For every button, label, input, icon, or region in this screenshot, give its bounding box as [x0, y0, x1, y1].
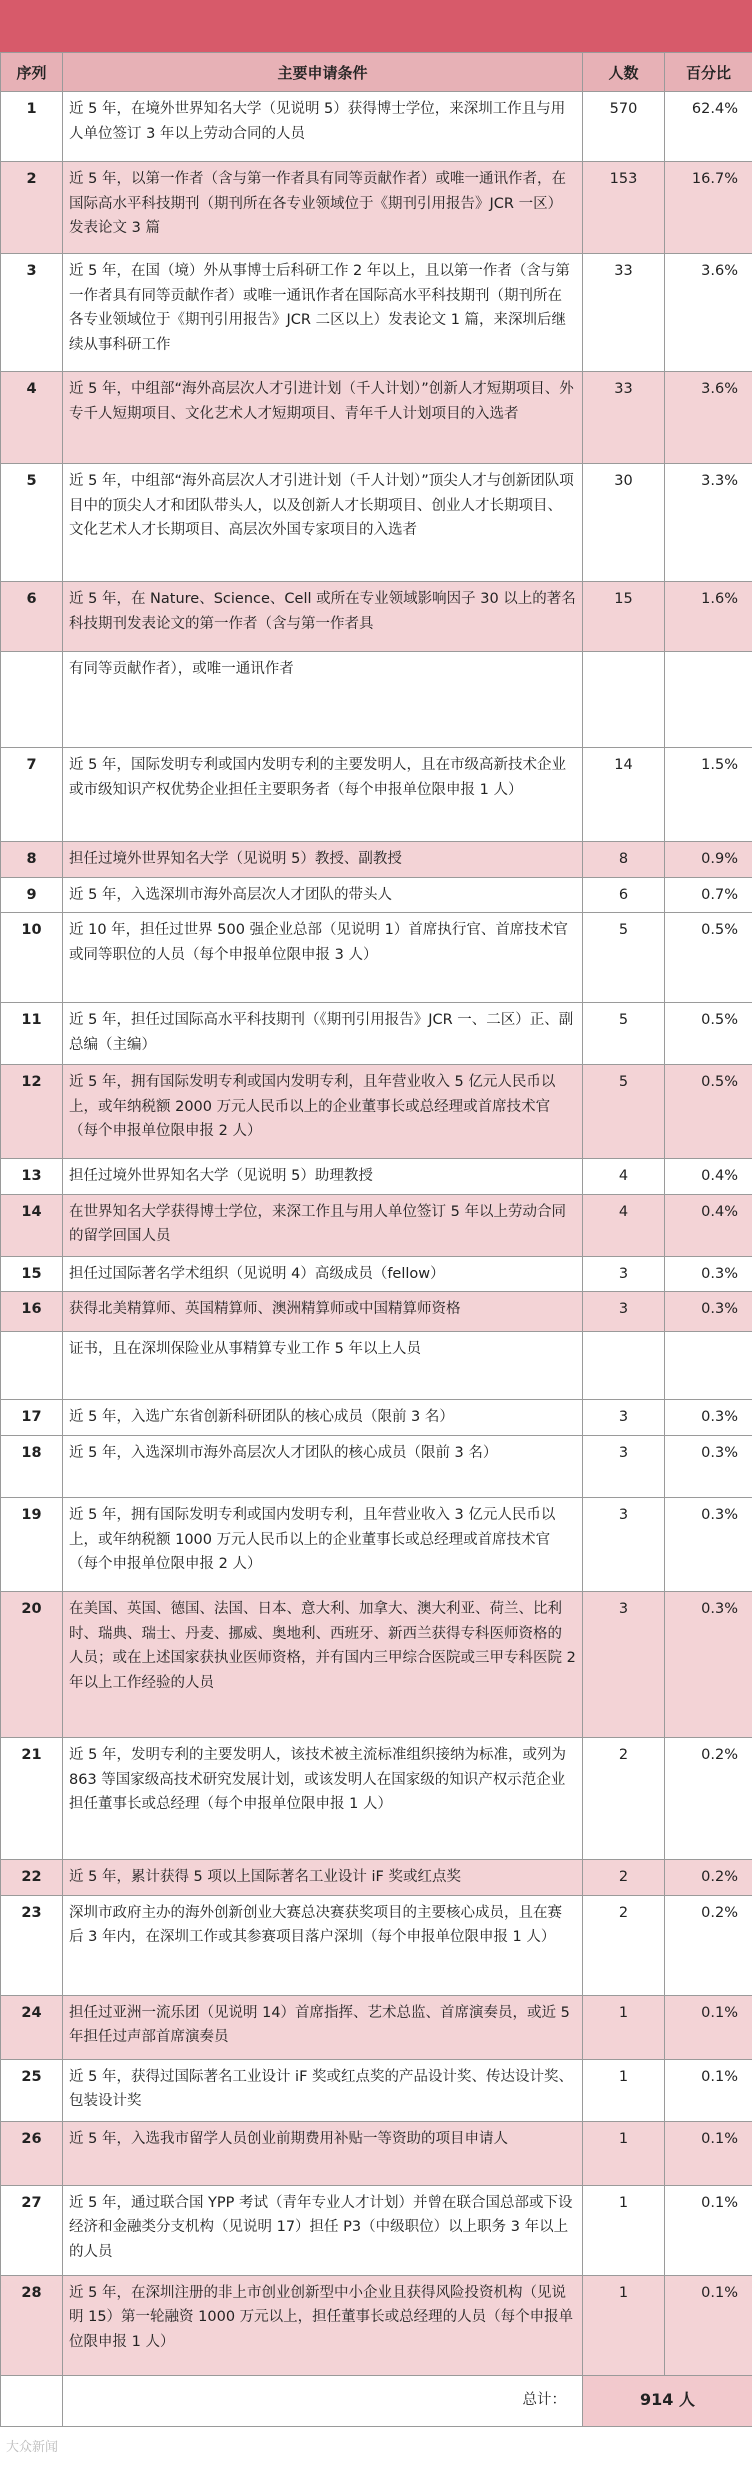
row-index: 18 — [1, 1436, 63, 1498]
table-row — [1, 1592, 752, 1738]
row-percent: 0.1% — [665, 2121, 752, 2185]
row-count: 2 — [583, 1895, 665, 1995]
row-percent: 0.4% — [665, 1159, 752, 1195]
table-row — [1, 2121, 752, 2185]
row-count: 570 — [583, 92, 665, 162]
row-count: 3 — [583, 1256, 665, 1292]
row-condition-text: 近 5 年，拥有国际发明专利或国内发明专利，且年营业收入 3 亿元人民币以上，或年纳税额 1000 万元人民币以上的企业董事长或总经理或首席技术官（每个申报单位限申报 2 人） — [63, 1498, 583, 1592]
row-condition-text: 深圳市政府主办的海外创新创业大赛总决赛获奖项目的主要核心成员，且在赛后 3 年内，在深圳工作或其参赛项目落户深圳（每个申报单位限申报 1 人） — [63, 1895, 583, 1995]
table-row — [1, 1498, 752, 1592]
row-condition-text: 获得北美精算师、英国精算师、澳洲精算师或中国精算师资格 — [63, 1292, 583, 1332]
row-index: 13 — [1, 1159, 63, 1195]
row-count: 2 — [583, 1738, 665, 1860]
row-condition-text: 近 5 年，入选深圳市海外高层次人才团队的带头人 — [63, 877, 583, 913]
table-body — [1, 92, 752, 2427]
row-index — [1, 652, 63, 748]
row-percent: 3.3% — [665, 464, 752, 582]
table-row — [1, 1194, 752, 1256]
total-value: 914 人 — [583, 2375, 752, 2426]
row-percent: 62.4% — [665, 92, 752, 162]
row-index: 26 — [1, 2121, 63, 2185]
row-condition-text: 近 5 年，在 Nature、Science、Cell 或所在专业领域影响因子 30 以上的著名科技期刊发表论文的第一作者（含与第一作者具 — [63, 582, 583, 652]
row-index: 7 — [1, 748, 63, 842]
row-percent: 0.2% — [665, 1860, 752, 1896]
row-condition-text: 在美国、英国、德国、法国、日本、意大利、加拿大、澳大利亚、荷兰、比利时、瑞典、瑞士、丹麦、挪威、奥地利、西班牙、新西兰获得专科医师资格的人员；或在上述国家获执业医师资格，并有国内三甲综合医院或三甲专科医院 2 年以上工作经验的人员 — [63, 1592, 583, 1738]
row-percent: 0.3% — [665, 1498, 752, 1592]
row-condition-text: 近 5 年，入选深圳市海外高层次人才团队的核心成员（限前 3 名） — [63, 1436, 583, 1498]
row-index: 19 — [1, 1498, 63, 1592]
row-count: 1 — [583, 1995, 665, 2059]
table-row — [1, 1860, 752, 1896]
table-row — [1, 2185, 752, 2275]
row-percent: 1.5% — [665, 748, 752, 842]
table-row — [1, 162, 752, 254]
row-index: 1 — [1, 92, 63, 162]
row-condition-text: 近 5 年，在国（境）外从事博士后科研工作 2 年以上，且以第一作者（含与第一作者具有同等贡献作者）或唯一通讯作者在国际高水平科技期刊（期刊所在各专业领域位于《期刊引用报告》JCR 二区以上）发表论文 1 篇，来深圳后继续从事科研工作 — [63, 254, 583, 372]
row-index: 27 — [1, 2185, 63, 2275]
table-row-continuation — [1, 1332, 752, 1400]
row-count: 6 — [583, 877, 665, 913]
row-index: 12 — [1, 1065, 63, 1159]
row-count: 3 — [583, 1436, 665, 1498]
row-count: 5 — [583, 913, 665, 1003]
row-count: 3 — [583, 1592, 665, 1738]
row-condition-text: 近 5 年，在境外世界知名大学（见说明 5）获得博士学位，来深圳工作且与用人单位签订 3 年以上劳动合同的人员 — [63, 92, 583, 162]
row-percent: 16.7% — [665, 162, 752, 254]
table-row — [1, 1738, 752, 1860]
row-index: 20 — [1, 1592, 63, 1738]
row-percent: 0.3% — [665, 1256, 752, 1292]
row-percent: 3.6% — [665, 254, 752, 372]
row-condition-text: 近 5 年，在深圳注册的非上市创业创新型中小企业且获得风险投资机构（见说明 15）第一轮融资 1000 万元以上，担任董事长或总经理的人员（每个申报单位限申报 1 人） — [63, 2275, 583, 2375]
table-row — [1, 1256, 752, 1292]
total-label: 总计： — [63, 2375, 583, 2426]
row-index: 25 — [1, 2059, 63, 2121]
row-condition-text: 近 5 年，入选我市留学人员创业前期费用补贴一等资助的项目申请人 — [63, 2121, 583, 2185]
row-condition-text: 证书，且在深圳保险业从事精算专业工作 5 年以上人员 — [63, 1332, 583, 1400]
row-count: 1 — [583, 2275, 665, 2375]
table-row — [1, 748, 752, 842]
row-condition-text: 近 5 年，通过联合国 YPP 考试（青年专业人才计划）并曾在联合国总部或下设经济和金融类分支机构（见说明 17）担任 P3（中级职位）以上职务 3 年以上的人员 — [63, 2185, 583, 2275]
table-row — [1, 2275, 752, 2375]
row-index: 8 — [1, 842, 63, 878]
table-header-row — [1, 53, 752, 92]
row-count: 3 — [583, 1498, 665, 1592]
row-index: 22 — [1, 1860, 63, 1896]
row-count: 14 — [583, 748, 665, 842]
header-percent: 百分比 — [665, 53, 752, 92]
row-condition-text: 近 5 年，中组部“海外高层次人才引进计划（千人计划）”创新人才短期项目、外专千人短期项目、文化艺术人才短期项目、青年千人计划项目的入选者 — [63, 372, 583, 464]
row-count — [583, 1332, 665, 1400]
row-percent: 0.2% — [665, 1895, 752, 1995]
row-index: 15 — [1, 1256, 63, 1292]
row-index: 2 — [1, 162, 63, 254]
row-condition-text: 近 5 年，国际发明专利或国内发明专利的主要发明人，且在市级高新技术企业或市级知识产权优势企业担任主要职务者（每个申报单位限申报 1 人） — [63, 748, 583, 842]
row-condition-text: 近 5 年，入选广东省创新科研团队的核心成员（限前 3 名） — [63, 1400, 583, 1436]
row-condition-text: 近 5 年，中组部“海外高层次人才引进计划（千人计划）”顶尖人才与创新团队项目中的顶尖人才和团队带头人，以及创新人才长期项目、创业人才长期项目、文化艺术人才长期项目、高层次外国专家项目的入选者 — [63, 464, 583, 582]
row-percent: 0.1% — [665, 2059, 752, 2121]
header-count: 人数 — [583, 53, 665, 92]
row-index: 21 — [1, 1738, 63, 1860]
table-row — [1, 1065, 752, 1159]
total-row — [1, 2375, 752, 2426]
table-row — [1, 1995, 752, 2059]
header-condition: 主要申请条件 — [63, 53, 583, 92]
row-percent — [665, 1332, 752, 1400]
row-count: 33 — [583, 372, 665, 464]
row-count — [583, 652, 665, 748]
row-count: 4 — [583, 1159, 665, 1195]
table-row — [1, 1400, 752, 1436]
row-percent: 0.4% — [665, 1194, 752, 1256]
row-index: 4 — [1, 372, 63, 464]
conditions-table — [0, 52, 752, 2427]
row-condition-text: 担任过亚洲一流乐团（见说明 14）首席指挥、艺术总监、首席演奏员，或近 5 年担任过声部首席演奏员 — [63, 1995, 583, 2059]
top-banner — [0, 0, 752, 52]
table-row — [1, 464, 752, 582]
row-percent: 0.1% — [665, 2275, 752, 2375]
row-count: 153 — [583, 162, 665, 254]
row-index: 11 — [1, 1003, 63, 1065]
row-percent: 0.5% — [665, 913, 752, 1003]
row-count: 8 — [583, 842, 665, 878]
row-percent: 0.3% — [665, 1292, 752, 1332]
table-row — [1, 254, 752, 372]
table-row — [1, 372, 752, 464]
table-row — [1, 913, 752, 1003]
row-condition-text: 在世界知名大学获得博士学位，来深工作且与用人单位签订 5 年以上劳动合同的留学回国人员 — [63, 1194, 583, 1256]
row-percent: 0.5% — [665, 1003, 752, 1065]
watermark-text: 大众新闻 — [6, 2436, 58, 2455]
table-row — [1, 1292, 752, 1332]
table-row — [1, 2059, 752, 2121]
table-row — [1, 92, 752, 162]
footer — [0, 2427, 752, 2465]
row-index — [1, 1332, 63, 1400]
row-index: 28 — [1, 2275, 63, 2375]
table-row — [1, 842, 752, 878]
row-index: 14 — [1, 1194, 63, 1256]
table-row-continuation — [1, 652, 752, 748]
row-percent: 0.7% — [665, 877, 752, 913]
row-percent: 0.2% — [665, 1738, 752, 1860]
row-percent: 0.3% — [665, 1592, 752, 1738]
row-index: 23 — [1, 1895, 63, 1995]
table-row — [1, 1436, 752, 1498]
row-percent: 0.3% — [665, 1400, 752, 1436]
row-index: 24 — [1, 1995, 63, 2059]
row-percent: 0.9% — [665, 842, 752, 878]
row-percent: 0.1% — [665, 2185, 752, 2275]
row-count: 30 — [583, 464, 665, 582]
row-condition-text: 担任过国际著名学术组织（见说明 4）高级成员（fellow） — [63, 1256, 583, 1292]
row-condition-text: 近 5 年，累计获得 5 项以上国际著名工业设计 iF 奖或红点奖 — [63, 1860, 583, 1896]
table-row — [1, 582, 752, 652]
row-count: 5 — [583, 1003, 665, 1065]
row-condition-text: 近 5 年，以第一作者（含与第一作者具有同等贡献作者）或唯一通讯作者，在国际高水平科技期刊（期刊所在各专业领域位于《期刊引用报告》JCR 一区）发表论文 3 篇 — [63, 162, 583, 254]
row-count: 1 — [583, 2121, 665, 2185]
row-percent: 0.5% — [665, 1065, 752, 1159]
row-index: 5 — [1, 464, 63, 582]
row-condition-text: 担任过境外世界知名大学（见说明 5）教授、副教授 — [63, 842, 583, 878]
row-condition-text: 近 5 年，发明专利的主要发明人，该技术被主流标准组织接纳为标准，或列为 863 等国家级高技术研究发展计划，或该发明人在国家级的知识产权示范企业担任董事长或总经理（每个申报单位限申报 1 人） — [63, 1738, 583, 1860]
row-count: 1 — [583, 2185, 665, 2275]
row-percent: 0.3% — [665, 1436, 752, 1498]
row-percent: 3.6% — [665, 372, 752, 464]
row-condition-text: 近 5 年，担任过国际高水平科技期刊（《期刊引用报告》JCR 一、二区）正、副总编（主编） — [63, 1003, 583, 1065]
row-index: 9 — [1, 877, 63, 913]
row-index: 16 — [1, 1292, 63, 1332]
row-condition-text: 近 5 年，获得过国际著名工业设计 iF 奖或红点奖的产品设计奖、传达设计奖、包装设计奖 — [63, 2059, 583, 2121]
table-row — [1, 1003, 752, 1065]
row-count: 1 — [583, 2059, 665, 2121]
row-count: 3 — [583, 1292, 665, 1332]
row-index: 10 — [1, 913, 63, 1003]
table-row — [1, 1895, 752, 1995]
row-condition-text: 近 5 年，拥有国际发明专利或国内发明专利，且年营业收入 5 亿元人民币以上，或年纳税额 2000 万元人民币以上的企业董事长或总经理或首席技术官（每个申报单位限申报 2 人） — [63, 1065, 583, 1159]
row-condition-text: 担任过境外世界知名大学（见说明 5）助理教授 — [63, 1159, 583, 1195]
row-index: 17 — [1, 1400, 63, 1436]
row-percent: 0.1% — [665, 1995, 752, 2059]
row-index: 3 — [1, 254, 63, 372]
row-count: 4 — [583, 1194, 665, 1256]
table-row — [1, 877, 752, 913]
row-count: 33 — [583, 254, 665, 372]
row-count: 5 — [583, 1065, 665, 1159]
row-condition-text: 有同等贡献作者），或唯一通讯作者 — [63, 652, 583, 748]
row-count: 3 — [583, 1400, 665, 1436]
table-row — [1, 1159, 752, 1195]
row-percent — [665, 652, 752, 748]
row-percent: 1.6% — [665, 582, 752, 652]
row-condition-text: 近 10 年，担任过世界 500 强企业总部（见说明 1）首席执行官、首席技术官或同等职位的人员（每个申报单位限申报 3 人） — [63, 913, 583, 1003]
row-index: 6 — [1, 582, 63, 652]
header-index: 序列 — [1, 53, 63, 92]
row-count: 15 — [583, 582, 665, 652]
total-empty-cell — [1, 2375, 63, 2426]
row-count: 2 — [583, 1860, 665, 1896]
